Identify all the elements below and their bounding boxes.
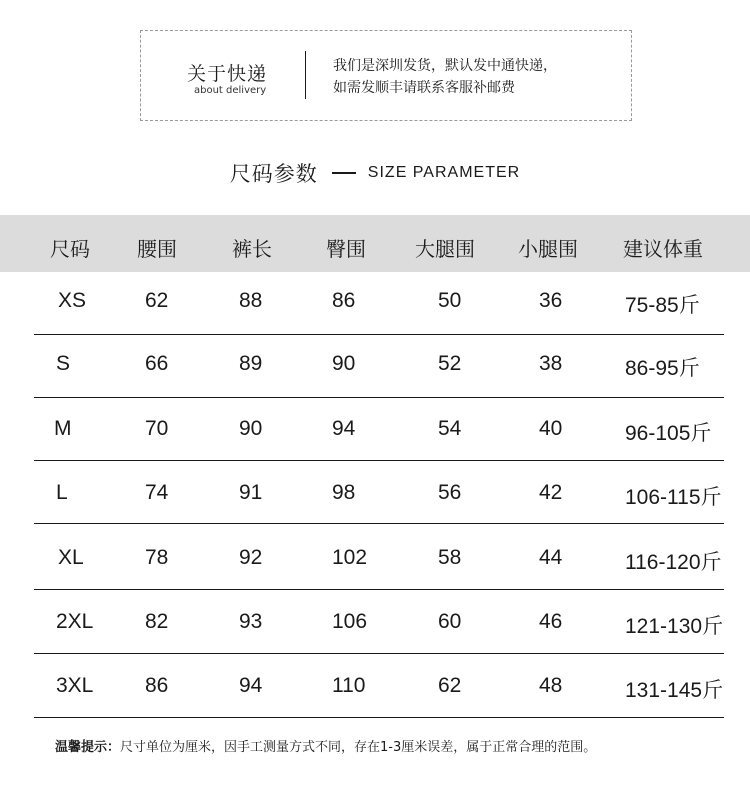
table-row <box>34 398 724 461</box>
cell-size: XL <box>58 546 84 569</box>
cell-thigh: 56 <box>438 481 462 504</box>
delivery-title: 关于快递 <box>187 63 268 85</box>
cell-waist: 82 <box>145 610 169 633</box>
header-weight: 建议体重 <box>623 237 703 261</box>
cell-thigh: 52 <box>438 352 462 375</box>
cell-hip: 106 <box>332 610 368 633</box>
cell-size: 2XL <box>56 610 94 633</box>
delivery-info-box <box>140 30 632 121</box>
cell-thigh: 50 <box>438 289 462 312</box>
cell-weight: 96-105斤 <box>625 422 712 445</box>
cell-thigh: 58 <box>438 546 462 569</box>
cell-size: M <box>54 417 72 440</box>
cell-calf: 48 <box>539 674 563 697</box>
tip-label: 温馨提示： <box>55 740 121 755</box>
section-title-cn: 尺码参数 <box>229 162 318 186</box>
section-title <box>0 158 750 188</box>
cell-weight: 106-115斤 <box>625 486 722 509</box>
cell-size: S <box>56 352 71 375</box>
table-row <box>34 461 724 524</box>
cell-length: 91 <box>239 481 263 504</box>
cell-hip: 102 <box>332 546 368 569</box>
size-table-header <box>0 215 750 272</box>
cell-waist: 62 <box>145 289 169 312</box>
cell-waist: 78 <box>145 546 169 569</box>
row-divider <box>34 523 724 524</box>
header-hip: 臀围 <box>326 237 366 261</box>
table-row <box>34 335 724 398</box>
delivery-divider <box>305 51 306 99</box>
cell-waist: 86 <box>145 674 169 697</box>
delivery-line-1: 我们是深圳发货，默认发中通快递， <box>333 58 557 74</box>
cell-weight: 86-95斤 <box>625 357 700 380</box>
cell-hip: 90 <box>332 352 356 375</box>
cell-thigh: 62 <box>438 674 462 697</box>
header-waist: 腰围 <box>137 237 177 261</box>
table-row <box>34 655 724 718</box>
cell-calf: 40 <box>539 417 563 440</box>
table-row <box>34 527 724 590</box>
cell-thigh: 54 <box>438 417 462 440</box>
delivery-subtitle: about delivery <box>194 85 267 96</box>
cell-calf: 42 <box>539 481 563 504</box>
cell-weight: 116-120斤 <box>625 551 722 574</box>
delivery-text <box>333 55 557 99</box>
cell-thigh: 60 <box>438 610 462 633</box>
cell-length: 88 <box>239 289 263 312</box>
section-title-dash <box>332 172 356 174</box>
cell-hip: 94 <box>332 417 356 440</box>
tip-text: 尺寸单位为厘米，因手工测量方式不同，存在1-3厘米误差，属于正常合理的范围。 <box>120 740 597 755</box>
cell-length: 93 <box>239 610 263 633</box>
table-row <box>34 272 724 335</box>
row-divider <box>34 717 724 718</box>
cell-waist: 74 <box>145 481 169 504</box>
cell-hip: 110 <box>332 674 366 697</box>
cell-calf: 38 <box>539 352 563 375</box>
delivery-line-2: 如需发顺丰请联系客服补邮费 <box>333 80 515 96</box>
header-calf: 小腿围 <box>518 237 578 261</box>
header-size: 尺码 <box>50 237 90 261</box>
cell-size: XS <box>58 289 87 312</box>
row-divider <box>34 589 724 590</box>
header-length: 裤长 <box>232 237 272 261</box>
cell-calf: 36 <box>539 289 563 312</box>
cell-length: 89 <box>239 352 263 375</box>
tip-note <box>55 736 596 755</box>
cell-weight: 121-130斤 <box>625 615 724 638</box>
cell-waist: 66 <box>145 352 169 375</box>
cell-calf: 46 <box>539 610 563 633</box>
table-row <box>34 591 724 654</box>
cell-length: 94 <box>239 674 263 697</box>
section-title-en: SIZE PARAMETER <box>367 164 521 181</box>
row-divider <box>34 653 724 654</box>
cell-hip: 86 <box>332 289 356 312</box>
cell-length: 90 <box>239 417 263 440</box>
cell-size: L <box>56 481 68 504</box>
cell-hip: 98 <box>332 481 356 504</box>
cell-size: 3XL <box>56 674 94 697</box>
cell-calf: 44 <box>539 546 563 569</box>
cell-length: 92 <box>239 546 263 569</box>
cell-waist: 70 <box>145 417 169 440</box>
cell-weight: 75-85斤 <box>625 294 700 317</box>
header-thigh: 大腿围 <box>415 237 475 261</box>
cell-weight: 131-145斤 <box>625 679 724 702</box>
